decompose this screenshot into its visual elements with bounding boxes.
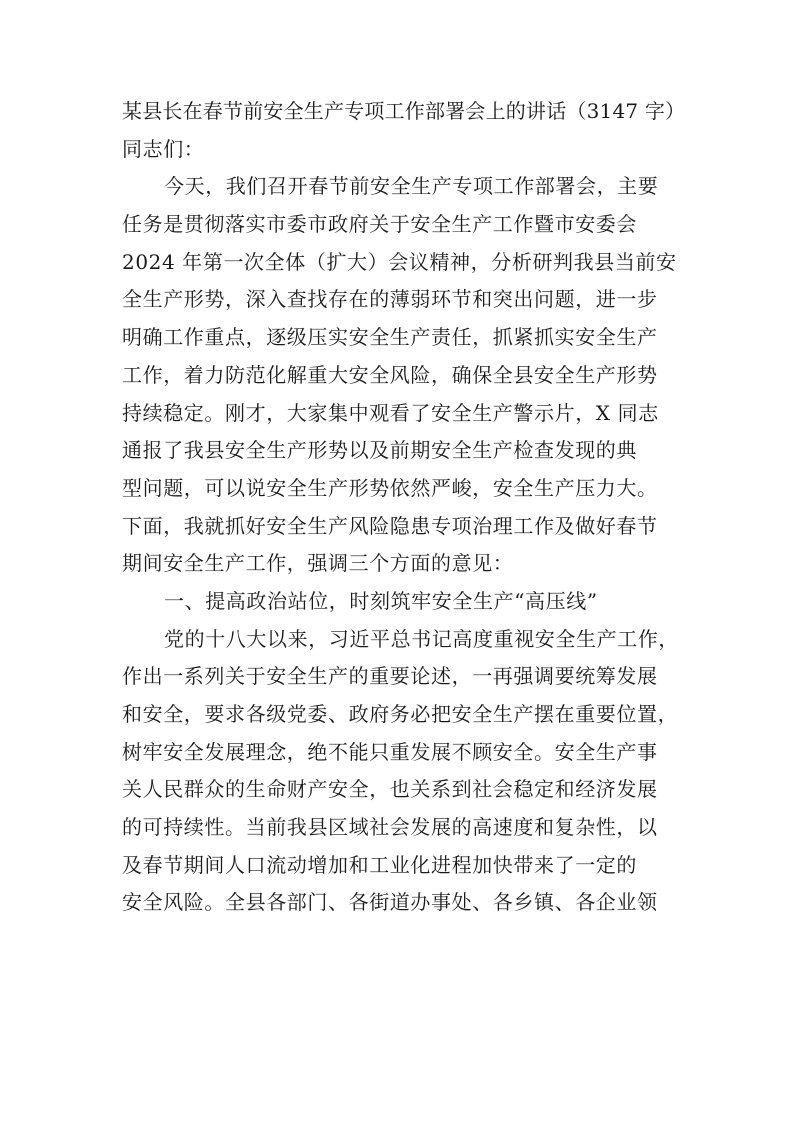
- paragraph-line: 期间安全生产工作，强调三个方面的意见：: [122, 551, 514, 576]
- document-title: 某县长在春节前安全生产专项工作部署会上的讲话（3147 字）: [122, 99, 686, 123]
- paragraph-line: 及春节期间人口流动增加和工业化进程加快带来了一定的: [122, 852, 637, 877]
- paragraph-line: 和安全，要求各级党委、政府务必把安全生产摆在重要位置，: [122, 702, 679, 726]
- paragraph-line: 的可持续性。当前我县区域社会发展的高速度和复杂性，以: [122, 815, 658, 840]
- paragraph-line: 今天，我们召开春节前安全生产专项工作部署会，主要: [164, 174, 659, 199]
- paragraph-line: 关人民群众的生命财产安全，也关系到社会稳定和经济发展: [122, 777, 658, 802]
- paragraph-line: 安全风险。全县各部门、各街道办事处、各乡镇、各企业领: [122, 890, 658, 915]
- paragraph-line: 党的十八大以来，习近平总书记高度重视安全生产工作，: [164, 626, 679, 651]
- paragraph-line: 树牢安全发展理念，绝不能只重发展不顾安全。安全生产事: [122, 739, 658, 764]
- paragraph-line: 任务是贯彻落实市委市政府关于安全生产工作暨市安委会: [122, 212, 637, 237]
- paragraph-line: 全生产形势，深入查找存在的薄弱环节和突出问题，进一步: [122, 287, 658, 312]
- paragraph-line: 作出一系列关于安全生产的重要论述，一再强调要统筹发展: [122, 664, 658, 689]
- paragraph-line: 明确工作重点，逐级压实安全生产责任，抓紧抓实安全生产: [122, 325, 658, 350]
- paragraph-line: 下面，我就抓好安全生产风险隐患专项治理工作及做好春节: [122, 513, 658, 538]
- salutation: 同志们：: [122, 136, 205, 161]
- paragraph-line: 通报了我县安全生产形势以及前期安全生产检查发现的典: [122, 438, 637, 463]
- paragraph-line: 工作，着力防范化解重大安全风险，确保全县安全生产形势: [122, 362, 658, 387]
- document-body: [122, 93, 692, 922]
- paragraph-line: 2024 年第一次全体（扩大）会议精神，分析研判我县当前安: [122, 249, 677, 274]
- paragraph-line: 持续稳定。刚才，大家集中观看了安全生产警示片，X 同志: [122, 400, 659, 425]
- paragraph-line: 型问题，可以说安全生产形势依然严峻，安全生产压力大。: [122, 475, 658, 500]
- section-heading: 一、提高政治站位，时刻筑牢安全生产“高压线”: [164, 588, 598, 613]
